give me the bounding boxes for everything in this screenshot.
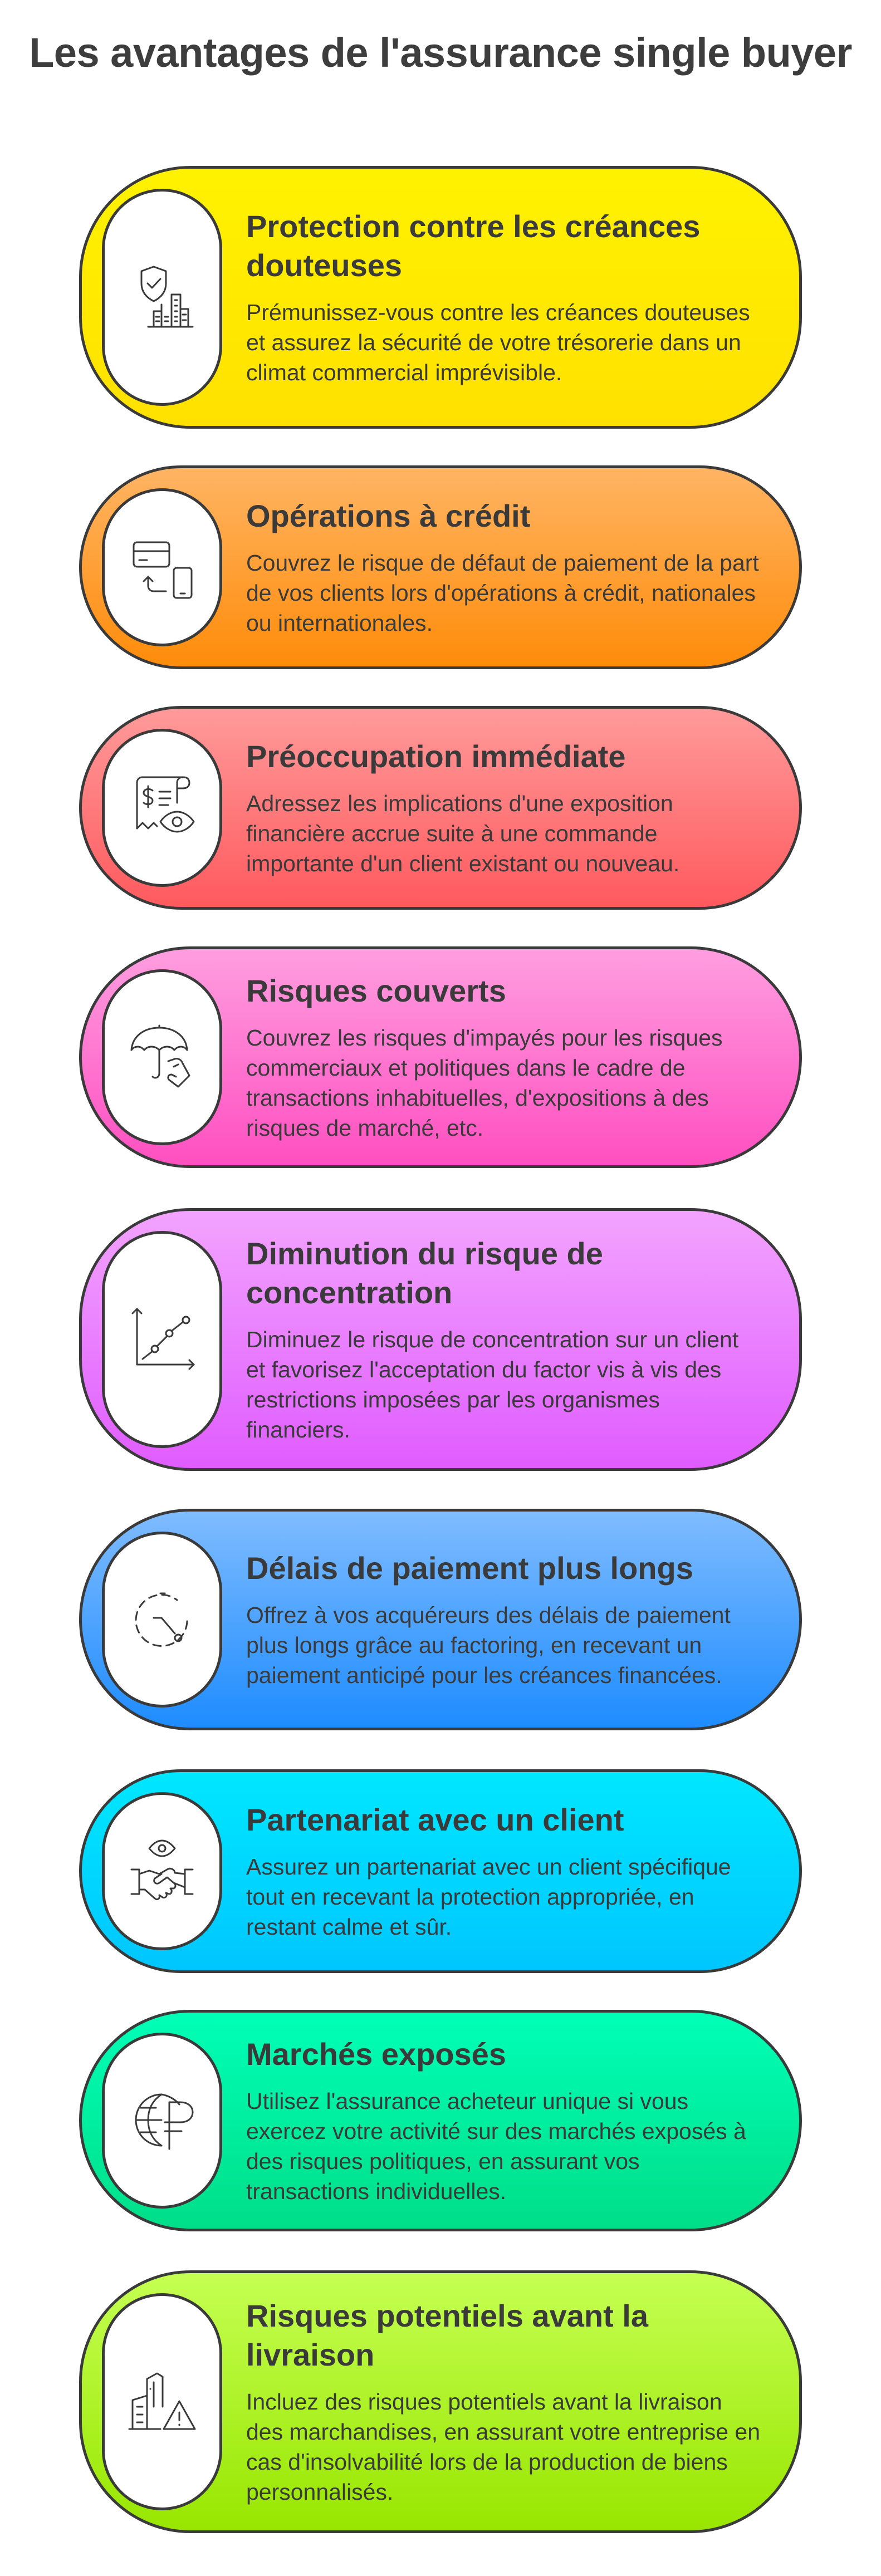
card-description: Utilisez l'assurance acheteur unique si vous exercez votre activité sur des marchés exposés à des risques politiques, en assurant vos transactions individuelles. <box>246 2088 746 2204</box>
shield-building-icon <box>120 256 204 339</box>
card-description: Adressez les implications d'une exposition financière accrue suite à une commande importante d'un client existant ou nouveau. <box>246 791 680 876</box>
icon-pill <box>102 1792 222 1950</box>
card-title: Risques potentiels avant la livraison <box>246 2298 648 2372</box>
icon-pill <box>102 969 222 1145</box>
card-description: Diminuez le risque de concentration sur un client et favorisez l'acceptation du factor vis à vis des restrictions imposées par les organismes financiers. <box>246 1327 739 1442</box>
icon-pill <box>102 189 222 406</box>
card-phone-transfer-icon <box>120 526 204 609</box>
globe-currency-icon <box>120 2079 204 2162</box>
card-description: Incluez des risques potentiels avant la livraison des marchandises, en assurant votre entreprise en cas d'insolvabilité lors de la production de biens personnalisés. <box>246 2389 761 2505</box>
buildings-warning-icon <box>120 2360 204 2443</box>
card-title: Partenariat avec un client <box>246 1802 624 1837</box>
card-title: Marchés exposés <box>246 2037 506 2072</box>
card-title: Opérations à crédit <box>246 498 531 533</box>
icon-pill <box>102 2293 222 2510</box>
card-operations-credit <box>79 465 802 669</box>
card-description: Couvrez le risque de défaut de paiement de la part de vos clients lors d'opérations à crédit, nationales ou internationales. <box>246 550 759 636</box>
icon-pill <box>102 488 222 646</box>
card-partenariat <box>79 1769 802 1973</box>
card-title: Diminution du risque de concentration <box>246 1236 603 1310</box>
icon-pill <box>102 729 222 887</box>
card-description: Couvrez les risques d'impayés pour les risques commerciaux et politiques dans le cadre de transactions inhabituelles, d'expositions à des risques de marché, etc. <box>246 1025 723 1141</box>
dashed-clock-icon <box>120 1578 204 1661</box>
handshake-eye-icon <box>120 1829 204 1913</box>
card-title: Protection contre les créances douteuses <box>246 209 701 283</box>
card-concentration <box>79 1208 802 1471</box>
card-description: Assurez un partenariat avec un client spécifique tout en recevant la protection appropriée, en restant calme et sûr. <box>246 1854 731 1940</box>
card-preoccupation <box>79 706 802 910</box>
card-title: Préoccupation immédiate <box>246 739 626 774</box>
card-marches-exposes <box>79 2010 802 2231</box>
card-risques-couverts <box>79 946 802 1168</box>
icon-pill <box>102 1231 222 1448</box>
invoice-eye-icon <box>120 766 204 850</box>
card-protection <box>79 166 802 429</box>
card-title: Délais de paiement plus longs <box>246 1550 693 1586</box>
card-description: Offrez à vos acquéreurs des délais de paiement plus longs grâce au factoring, en recevant un paiement anticipé pour les créances financées. <box>246 1602 731 1688</box>
icon-pill <box>102 2033 222 2209</box>
card-description: Prémunissez-vous contre les créances douteuses et assurez la sécurité de votre trésorerie dans un climat commercial imprévisible. <box>246 300 750 385</box>
growth-chart-icon <box>120 1298 204 1381</box>
page-title: Les avantages de l'assurance single buyer <box>29 30 852 76</box>
icon-pill <box>102 1532 222 1707</box>
card-delais-paiement <box>79 1509 802 1730</box>
card-title: Risques couverts <box>246 973 506 1008</box>
card-risques-livraison <box>79 2270 802 2533</box>
umbrella-hand-icon <box>120 1015 204 1099</box>
